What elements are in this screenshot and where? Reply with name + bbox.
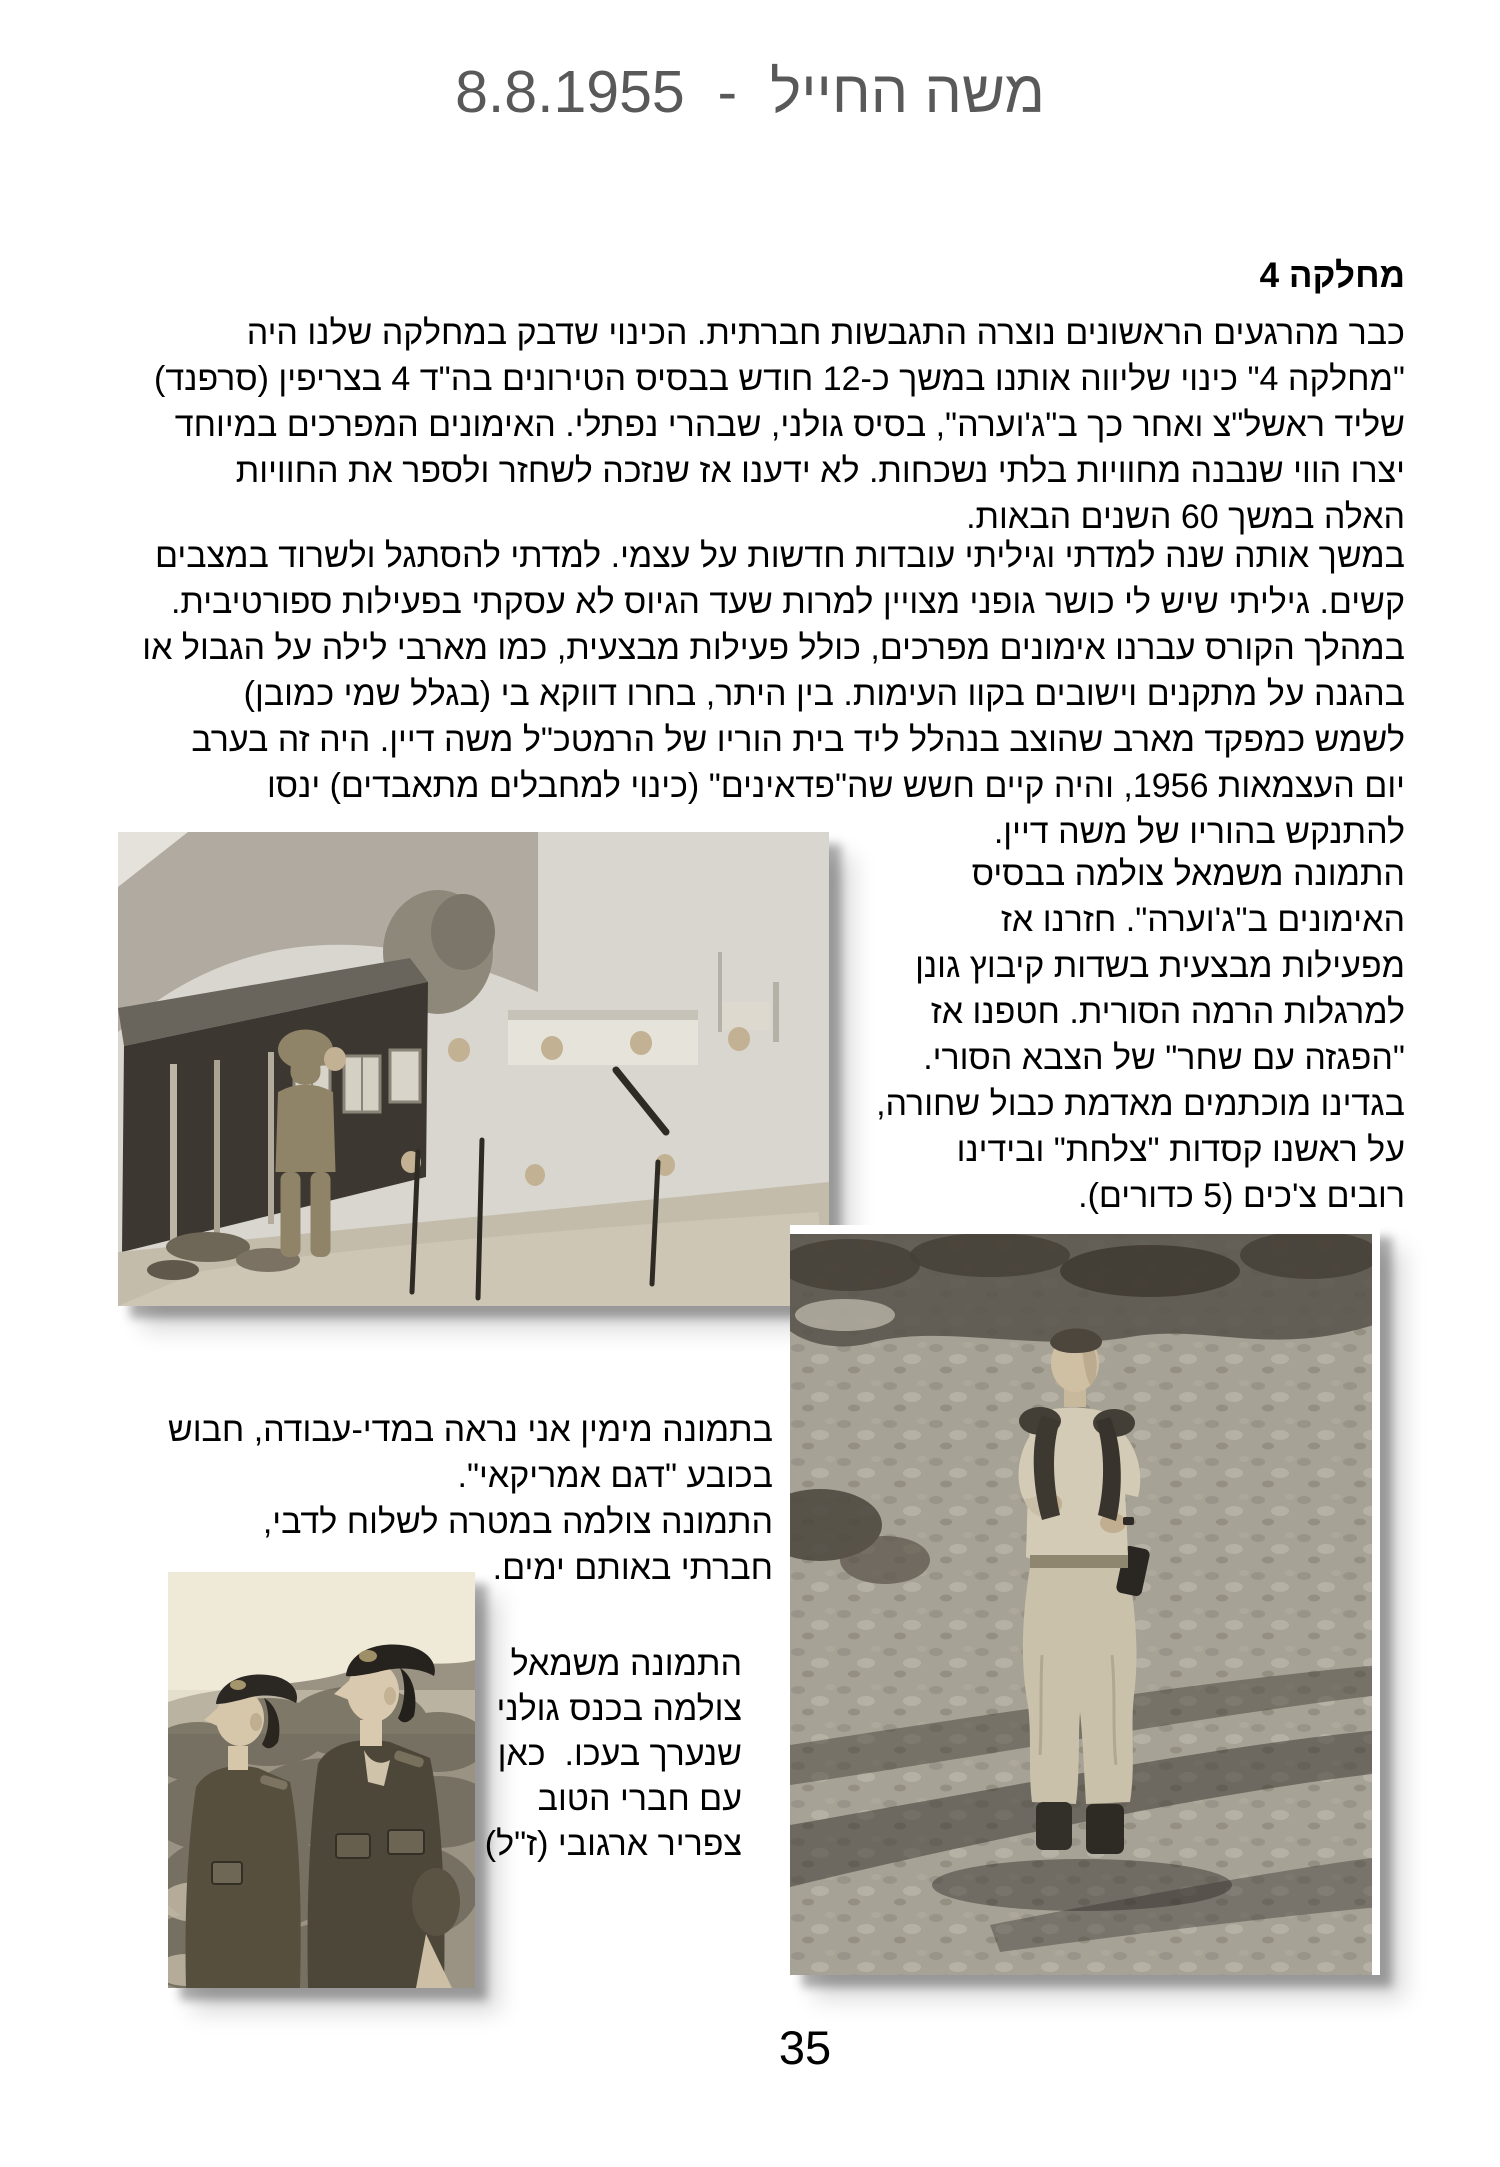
text-line: על ראשנו קסדות "צלחת" ובידינו xyxy=(956,1131,1405,1169)
text-line: שנערך בעכו. כאן xyxy=(497,1735,742,1773)
text-line: יום העצמאות 1956, והיה קיים חשש שה"פדאינים" (כינוי למחבלים מתאבדים) ינסו xyxy=(266,767,1405,805)
text-line: האימונים ב"ג'וערה". חזרנו אז xyxy=(1000,901,1405,939)
page-number: 35 xyxy=(778,2021,832,2074)
paragraph-1 xyxy=(95,310,1405,540)
text-line: התמונה משמאל צולמה בבסיס xyxy=(971,855,1405,893)
text-line: "מחלקה 4" כינוי שליווה אותנו במשך כ-12 חודש בבסיס הטירונים בה"ד 4 בצריפין (סרפנד) xyxy=(154,360,1405,398)
text-line: מפעילות מבצעית בשדות קיבוץ גונן xyxy=(915,947,1405,985)
text-line: שליד ראשל"צ ואחר כך ב"ג'וערה", בסיס גולני, שבהרי נפתלי. האימונים המפרכים במיוחד xyxy=(174,406,1405,444)
text-line: עם חברי הטוב xyxy=(537,1780,742,1818)
photo-border-top xyxy=(790,1225,1380,1234)
text-line: בכובע "דגם אמריקאי". xyxy=(457,1457,773,1495)
page-title: משה החייל - 8.8.1955 xyxy=(455,59,1045,125)
caption-right-photo xyxy=(133,1407,773,1591)
group-photo xyxy=(118,832,829,1306)
text-line: במהלך הקורס עברנו אימונים מפרכים, כולל פעילות מבצעית, כמו מארבי לילה על הגבול או xyxy=(142,629,1405,667)
paragraph-3 xyxy=(845,851,1405,1219)
text-line: למרגלות הרמה הסורית. חטפנו אז xyxy=(930,993,1405,1031)
text-line: להתנקש בהוריו של משה דיין. xyxy=(993,813,1405,851)
soldier-photo xyxy=(790,1225,1380,1975)
text-line: האלה במשך 60 השנים הבאות. xyxy=(966,498,1405,536)
text-line: במשך אותה שנה למדתי וגיליתי עובדות חדשות על עצמי. למדתי להסתגל ולשרוד במצבים xyxy=(155,537,1405,575)
text-line: התמונה צולמה במטרה לשלוח לדבי, xyxy=(262,1503,773,1541)
paragraph-2 xyxy=(95,533,1405,855)
text-line: חברתי באותם ימים. xyxy=(492,1549,773,1587)
text-line: יצרו הווי שנבנה מחוויות בלתי נשכחות. לא ידענו אז שנזכה לשחזר ולספר את החוויות xyxy=(235,452,1405,490)
text-line: כבר מהרגעים הראשונים נוצרה התגבשות חברתית. הכינוי שדבק במחלקה שלנו היה xyxy=(246,314,1405,352)
text-line: צפריר ארגובי (ז"ל) xyxy=(484,1825,742,1863)
text-line: "הפגזה עם שחר" של הצבא הסורי. xyxy=(923,1039,1405,1077)
text-line: לשמש כמפקד מארב שהוצב בנהלל ליד בית הוריו של הרמטכ"ל משה דיין. היה זה בערב xyxy=(191,721,1405,759)
text-line: בגדינו מוכתמים מאדמת כבול שחורה, xyxy=(876,1085,1405,1123)
text-line: קשים. גיליתי שיש לי כושר גופני מצויין למרות שעד הגיוס לא עסקתי בפעילות ספורטיבית. xyxy=(170,583,1405,621)
text-line: התמונה משמאל xyxy=(510,1645,742,1683)
section-heading: מחלקה 4 xyxy=(1259,256,1405,295)
text-line: בתמונה מימין אני נראה במדי-עבודה, חבוש xyxy=(167,1411,773,1449)
caption-left-photo xyxy=(312,1642,742,1867)
text-line: רובים צ'כים (5 כדורים). xyxy=(1078,1177,1405,1215)
photo-border-right xyxy=(1372,1225,1380,1975)
top-vegetation xyxy=(790,1225,1380,1346)
text-line: צולמה בכנס גולני xyxy=(496,1690,742,1728)
text-line: בהגנה על מתקנים וישובים בקוו העימות. בין היתר, בחרו דווקא בי (בגלל שמי כמובן) xyxy=(243,675,1405,713)
